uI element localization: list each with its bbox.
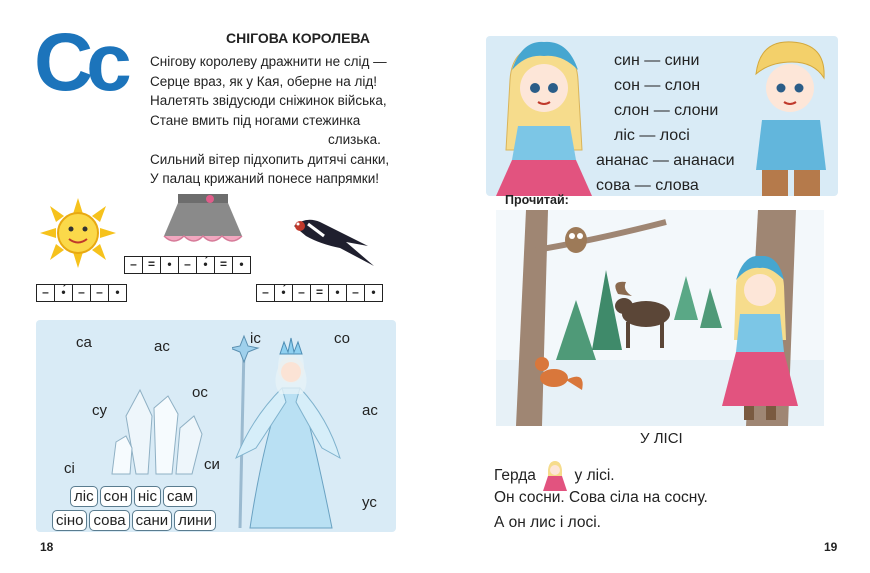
syllable: са (76, 334, 92, 351)
skirt-illustration (160, 190, 246, 250)
scheme-cell: = (311, 285, 329, 301)
syllable: ас (154, 338, 170, 355)
word-tile: сова (89, 510, 129, 531)
syllable: сі (64, 460, 75, 477)
syllable: ос (192, 384, 208, 401)
gerda-illustration (492, 40, 596, 196)
syllable: ус (362, 494, 377, 511)
syllable: со (334, 330, 351, 347)
story-title: У ЛІСІ (640, 430, 683, 447)
scheme-cell: – (293, 285, 311, 301)
scheme-cell: •́ (55, 285, 73, 301)
word-tile: сіно (52, 510, 87, 531)
word-pair: сова — слова (596, 177, 699, 194)
sun-scheme (36, 284, 127, 302)
word-tile: сам (163, 486, 197, 507)
scheme-cell: – (73, 285, 91, 301)
gerda-forest-illustration (714, 256, 804, 426)
syllable: іс (250, 330, 261, 347)
word-pair: син — сини (614, 52, 700, 69)
word-tile: сани (132, 510, 173, 531)
kai-illustration (736, 38, 836, 196)
poem-line: слизька. (328, 132, 381, 147)
snow-queen-illustration (232, 328, 342, 530)
scheme-cell: – (125, 257, 143, 273)
scheme-cell: – (179, 257, 197, 273)
scheme-cell: • (161, 257, 179, 273)
poem-line: Сильний вітер підхопить дитячі санки, (150, 151, 390, 167)
poem (150, 52, 389, 189)
scheme-cell: = (143, 257, 161, 273)
owl-icon (565, 227, 587, 253)
scheme-cell: •́ (275, 285, 293, 301)
forest-scene (496, 210, 824, 426)
scheme-cell: – (37, 285, 55, 301)
poem-line: У палац крижаний понесе напрямки! (150, 171, 380, 186)
story-line: Он сосни. Сова сіла на сосну. (494, 489, 708, 506)
syllable: си (204, 456, 220, 473)
poem-line: Стане вмить під ногами стежинка (150, 112, 361, 128)
syllable: ас (362, 402, 378, 419)
story-line (494, 460, 615, 492)
poem-line: Серце враз, як у Кая, оберне на лід! (150, 73, 378, 89)
scheme-cell: •́ (197, 257, 215, 273)
page-number-left: 18 (40, 540, 54, 554)
word-pairs (596, 48, 735, 198)
poem-line: Налетять звідусюди сніжинок війська, (150, 93, 387, 108)
scheme-cell: • (239, 257, 244, 271)
scheme-cell: • (329, 285, 347, 301)
word-tiles-row (52, 510, 218, 531)
swallow-illustration (286, 206, 380, 270)
moose-icon (615, 282, 670, 348)
read-label: Прочитай: (505, 193, 569, 207)
scheme-cell: – (347, 285, 365, 301)
word-pair: сон — слон (614, 77, 701, 94)
word-tiles-row (70, 486, 199, 507)
word-tile: ліс (70, 486, 98, 507)
big-letter: Сс (34, 17, 126, 108)
word-tile: сон (100, 486, 132, 507)
scheme-cell: • (115, 285, 120, 299)
gerda-icon (542, 460, 568, 492)
word-pair: слон — слони (614, 102, 719, 119)
word-pair: ананас — ананаси (596, 152, 735, 169)
syllable: су (92, 402, 107, 419)
poem-title: СНІГОВА КОРОЛЕВА (226, 30, 370, 46)
page-number-right: 19 (824, 540, 838, 554)
skirt-scheme (124, 256, 251, 274)
snow-queen-panel (36, 320, 396, 532)
scheme-cell: – (91, 285, 109, 301)
word-tile: лини (174, 510, 216, 531)
story-text: у лісі. (574, 467, 615, 485)
scheme-cell: – (257, 285, 275, 301)
poem-line: Снігову королеву дражнити не слід — (150, 54, 387, 69)
story-text: Герда (494, 467, 536, 485)
scheme-cell: = (215, 257, 233, 273)
sun-illustration (36, 196, 120, 270)
swallow-scheme (256, 284, 383, 302)
word-pair: ліс — лосі (614, 127, 690, 144)
word-tile: ніс (134, 486, 161, 507)
story-line: А он лис і лосі. (494, 514, 601, 531)
scheme-cell: • (371, 285, 376, 299)
